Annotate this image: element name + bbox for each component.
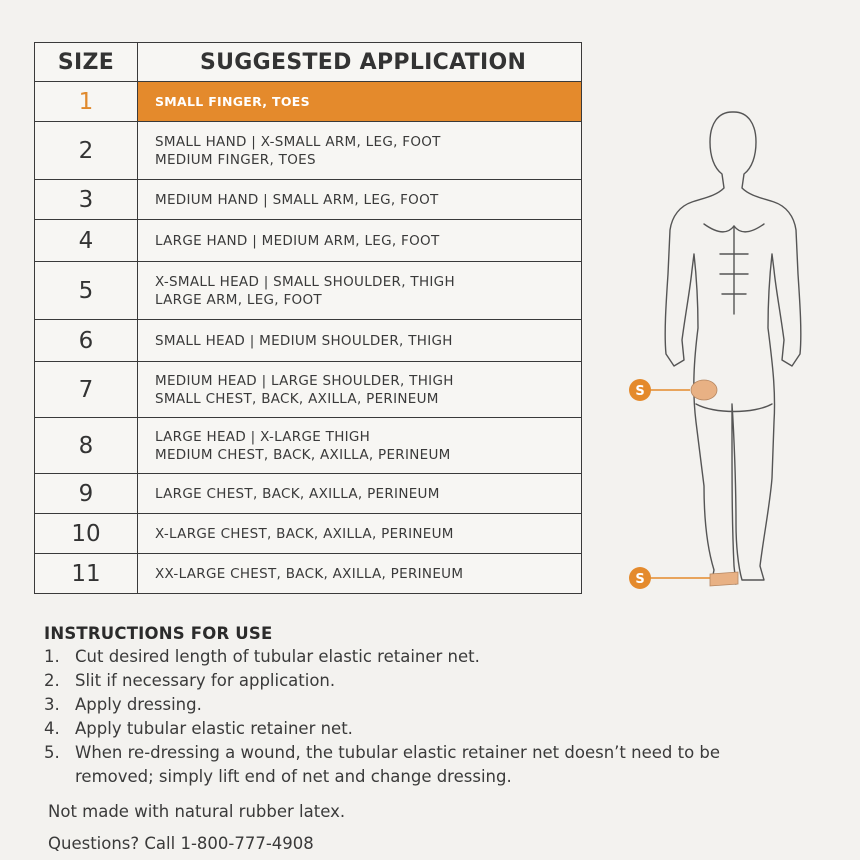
application-cell bbox=[138, 122, 582, 180]
application-cell bbox=[138, 320, 582, 362]
size-cell: 1 bbox=[35, 82, 138, 122]
size-column-header: SIZE bbox=[35, 43, 138, 82]
table-row bbox=[35, 418, 582, 474]
application-line: SMALL CHEST, BACK, AXILLA, PERINEUM bbox=[155, 390, 439, 407]
size-cell: 5 bbox=[35, 262, 138, 320]
human-figure-illustration bbox=[624, 104, 834, 594]
instruction-step bbox=[44, 693, 764, 717]
step-number: 1. bbox=[44, 647, 60, 666]
size-cell: 8 bbox=[35, 418, 138, 474]
size-cell: 6 bbox=[35, 320, 138, 362]
table-row bbox=[35, 122, 582, 180]
application-line: SMALL FINGER, TOES bbox=[155, 93, 310, 109]
application-line: LARGE HAND | MEDIUM ARM, LEG, FOOT bbox=[155, 232, 440, 249]
application-cell bbox=[138, 82, 582, 122]
size-chart-table bbox=[34, 42, 582, 594]
step-text: Apply dressing. bbox=[75, 695, 202, 714]
application-cell bbox=[138, 180, 582, 220]
size-cell: 9 bbox=[35, 474, 138, 514]
table-row bbox=[35, 220, 582, 262]
application-line: LARGE ARM, LEG, FOOT bbox=[155, 291, 322, 308]
step-text: When re-dressing a wound, the tubular elastic retainer net doesn’t need to be removed; simply lift end of net and change dressing. bbox=[75, 743, 721, 786]
marker-hand bbox=[629, 379, 651, 401]
table-row bbox=[35, 554, 582, 594]
application-cell bbox=[138, 554, 582, 594]
marker-hand-label: S bbox=[635, 384, 645, 399]
size-cell: 3 bbox=[35, 180, 138, 220]
application-cell bbox=[138, 418, 582, 474]
step-number: 5. bbox=[44, 743, 60, 762]
size-cell: 11 bbox=[35, 554, 138, 594]
instructions-list bbox=[44, 645, 764, 789]
questions-contact: Questions? Call 1-800-777-4908 bbox=[48, 834, 314, 853]
application-column-header: SUGGESTED APPLICATION bbox=[138, 43, 582, 82]
marker-foot-label: S bbox=[635, 572, 645, 587]
size-cell: 2 bbox=[35, 122, 138, 180]
instruction-step bbox=[44, 669, 764, 693]
instruction-step bbox=[44, 741, 764, 789]
application-line: MEDIUM FINGER, TOES bbox=[155, 151, 316, 168]
table-row bbox=[35, 514, 582, 554]
step-number: 2. bbox=[44, 671, 60, 690]
application-line: MEDIUM HEAD | LARGE SHOULDER, THIGH bbox=[155, 372, 454, 389]
marker-foot bbox=[629, 567, 651, 589]
table-row bbox=[35, 320, 582, 362]
step-number: 3. bbox=[44, 695, 60, 714]
table-row bbox=[35, 262, 582, 320]
step-text: Cut desired length of tubular elastic retainer net. bbox=[75, 647, 480, 666]
table-row bbox=[35, 474, 582, 514]
table-row bbox=[35, 180, 582, 220]
application-cell bbox=[138, 514, 582, 554]
instruction-step bbox=[44, 717, 764, 741]
application-line: LARGE HEAD | X-LARGE THIGH bbox=[155, 428, 371, 445]
size-cell: 10 bbox=[35, 514, 138, 554]
application-line: MEDIUM CHEST, BACK, AXILLA, PERINEUM bbox=[155, 446, 451, 463]
application-line: LARGE CHEST, BACK, AXILLA, PERINEUM bbox=[155, 485, 440, 502]
table-row bbox=[35, 362, 582, 418]
table-row bbox=[35, 82, 582, 122]
application-line: SMALL HAND | X-SMALL ARM, LEG, FOOT bbox=[155, 133, 441, 150]
step-text: Apply tubular elastic retainer net. bbox=[75, 719, 353, 738]
application-line: XX-LARGE CHEST, BACK, AXILLA, PERINEUM bbox=[155, 565, 464, 582]
step-number: 4. bbox=[44, 719, 60, 738]
application-cell bbox=[138, 362, 582, 418]
application-cell bbox=[138, 262, 582, 320]
application-line: SMALL HEAD | MEDIUM SHOULDER, THIGH bbox=[155, 332, 453, 349]
application-line: X-SMALL HEAD | SMALL SHOULDER, THIGH bbox=[155, 273, 455, 290]
instructions-section bbox=[44, 624, 764, 789]
application-cell bbox=[138, 474, 582, 514]
table-header-row bbox=[35, 43, 582, 82]
application-cell bbox=[138, 220, 582, 262]
instruction-step bbox=[44, 645, 764, 669]
application-line: X-LARGE CHEST, BACK, AXILLA, PERINEUM bbox=[155, 525, 454, 542]
instructions-title: INSTRUCTIONS FOR USE bbox=[44, 624, 273, 643]
size-cell: 4 bbox=[35, 220, 138, 262]
latex-note: Not made with natural rubber latex. bbox=[48, 802, 346, 821]
step-text: Slit if necessary for application. bbox=[75, 671, 336, 690]
size-cell: 7 bbox=[35, 362, 138, 418]
application-line: MEDIUM HAND | SMALL ARM, LEG, FOOT bbox=[155, 191, 439, 208]
